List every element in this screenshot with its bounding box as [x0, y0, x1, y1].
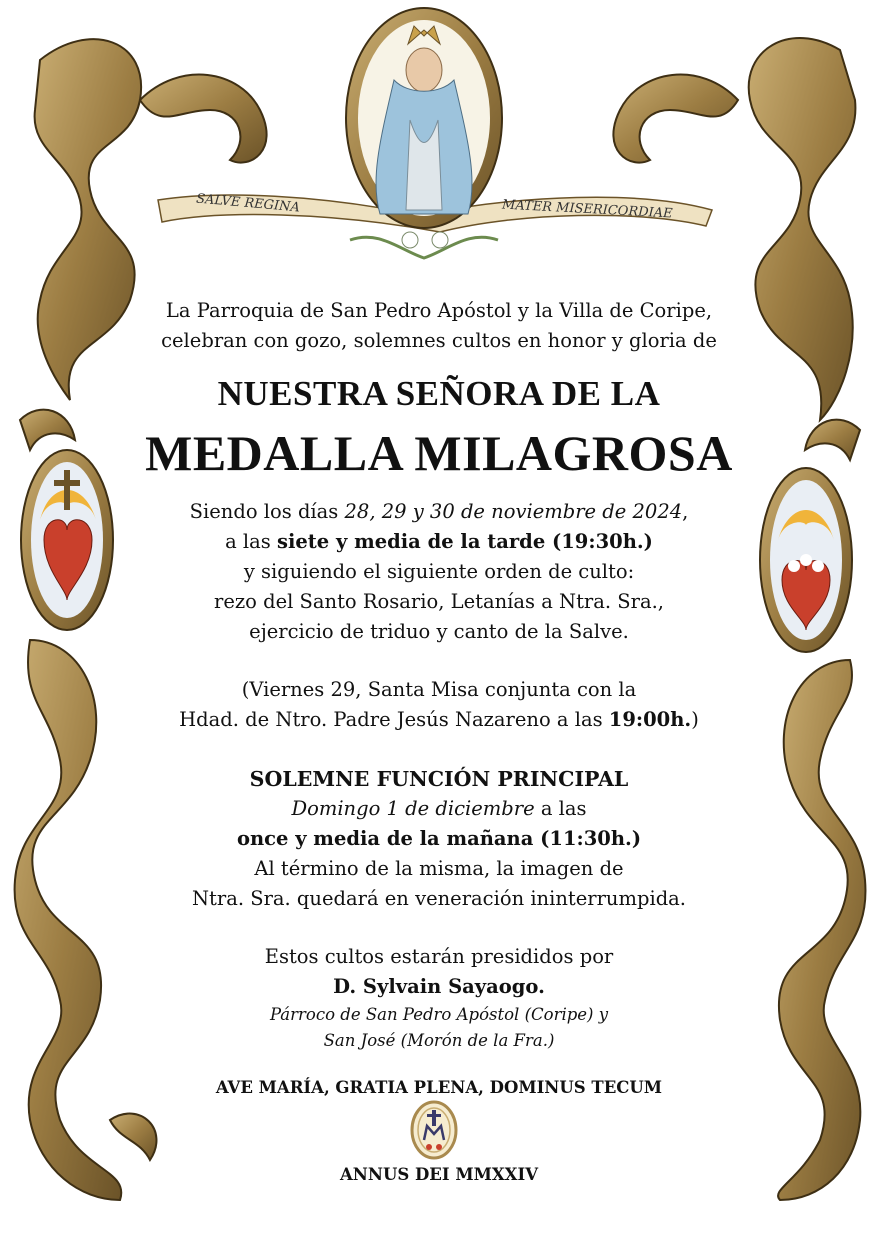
banner-left-text: SALVE REGINA — [195, 191, 301, 216]
schedule-line-2: a las siete y media de la tarde (19:30h.) — [225, 530, 653, 553]
schedule-line-5: ejercicio de triduo y canto de la Salve. — [249, 620, 629, 643]
title-line-2: MEDALLA MILAGROSA — [145, 425, 733, 481]
main-function-line-4: Al término de la misma, la imagen de — [254, 857, 624, 880]
schedule-block — [130, 497, 748, 647]
friday-mass-note — [130, 675, 748, 735]
friday-line-2: Hdad. de Ntro. Padre Jesús Nazareno a las 19:00h.) — [179, 708, 699, 731]
friday-line-1: (Viernes 29, Santa Misa conjunta con la — [241, 678, 637, 701]
schedule-line-3: y siguiendo el siguiente orden de culto: — [243, 560, 635, 583]
presider-intro: Estos cultos estarán presididos por — [264, 945, 614, 968]
schedule-line-4: rezo del Santo Rosario, Letanías a Ntra. Sra., — [214, 590, 664, 613]
main-function-line-2: Domingo 1 de diciembre a las — [291, 797, 587, 820]
presider-role-1: Párroco de San Pedro Apóstol (Coripe) y — [269, 1005, 609, 1024]
intro-line-2: celebran con gozo, solemnes cultos en honor y gloria de — [161, 329, 717, 352]
intro-line-1: La Parroquia de San Pedro Apóstol y la Villa de Coripe, — [165, 299, 713, 322]
title-line-1: NUESTRA SEÑORA DE LA — [217, 374, 661, 413]
main-function-heading: SOLEMNE FUNCIÓN PRINCIPAL — [249, 767, 629, 791]
banner-right-text: MATER MISERICORDIAE — [501, 197, 673, 222]
intro-text — [130, 296, 748, 356]
sacred-heart-medallion-left — [21, 450, 113, 630]
main-function-line-3: once y media de la mañana (11:30h.) — [236, 827, 642, 850]
presider-name: D. Sylvain Sayaogo. — [333, 975, 545, 998]
ave-maria-line: AVE MARÍA, GRATIA PLENA, DOMINUS TECUM — [215, 1078, 663, 1097]
annus-dei-line: ANNUS DEI MMXXIV — [339, 1165, 539, 1184]
main-function-line-5: Ntra. Sra. quedará en veneración ininterrumpida. — [191, 887, 687, 910]
schedule-line-1: Siendo los días 28, 29 y 30 de noviembre de 2024, — [189, 500, 689, 523]
main-function-block — [130, 764, 748, 914]
immaculate-heart-medallion-right — [760, 468, 852, 652]
presider-block — [130, 942, 748, 1054]
miraculous-medal-emblem-icon — [409, 1100, 459, 1160]
presider-role-2: San José (Morón de la Fra.) — [323, 1031, 555, 1050]
